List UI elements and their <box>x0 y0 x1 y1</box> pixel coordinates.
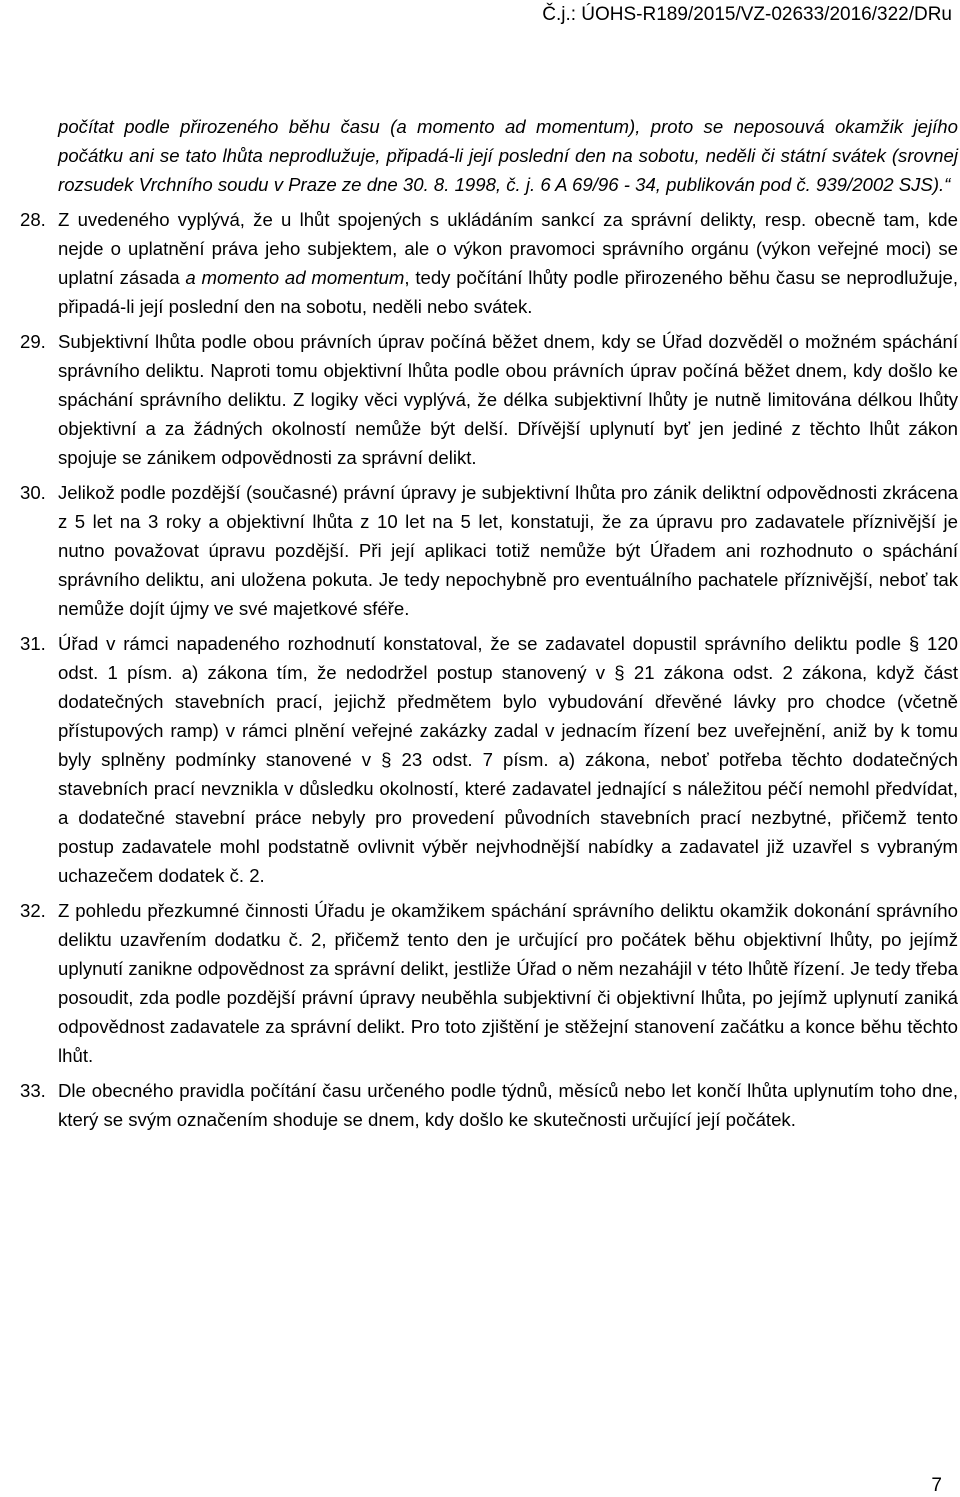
paragraph-number: 30. <box>20 482 46 503</box>
paragraph-number: 32. <box>20 900 46 921</box>
latin-phrase: a momento ad momentum <box>185 267 405 288</box>
paragraph-text: Subjektivní lhůta podle obou právních úprav počíná běžet dnem, kdy se Úřad dozvěděl o možném spáchání správního deliktu. Naproti tomu objektivní lhůta podle obou právních úprav počíná běžet dnem, kdy došlo ke spáchání správního deliktu. Z logiky věci vyplývá, že délka subjektivní lhůty je nutně limitována délkou lhůty objektivní a za žádných okolností nemůže být delší. Dřívější uplynutí byť jen jediné z těchto lhůt zákon spojuje se zánikem odpovědnosti za správní delikt. <box>58 331 958 468</box>
document-body <box>20 112 958 1134</box>
paragraph-number: 31. <box>20 633 46 654</box>
paragraph-32 <box>20 896 958 1070</box>
paragraph-text <box>58 205 958 321</box>
paragraph-33 <box>20 1076 958 1134</box>
paragraph-number: 33. <box>20 1080 46 1101</box>
document-reference: Č.j.: ÚOHS-R189/2015/VZ-02633/2016/322/DRu <box>542 4 952 25</box>
paragraph-text: Z pohledu přezkumné činnosti Úřadu je okamžikem spáchání správního deliktu okamžik dokonání správního deliktu uzavřením dodatku č. 2, přičemž tento den je určující pro počátek běhu objektivní lhůty, po jejímž uplynutí zanikne odpovědnost za správní delikt, jestliže Úřad o něm nezahájil v této lhůtě řízení. Je tedy třeba posoudit, zda podle pozdější právní úpravy neuběhla subjektivní či objektivní lhůta, po jejímž uplynutí zaniká odpovědnost zadavatele za správní delikt. Pro toto zjištění je stěžejní stanovení začátku a konce běhu těchto lhůt. <box>58 900 958 1066</box>
paragraph-text: Jelikož podle pozdější (současné) právní úpravy je subjektivní lhůta pro zánik deliktní odpovědnosti zkrácena z 5 let na 3 roky a objektivní lhůta z 10 let na 5 let, konstatuji, že za úpravu pro zadavatele příznivější je nutno považovat úpravu pozdější. Při její aplikaci totiž nemůže být Úřadem ani rozhodnuto o spáchání správního deliktu, ani uložena pokuta. Je tedy nepochybně pro eventuálního pachatele příznivější, neboť tak nemůže dojít újmy ve své majetkové sféře. <box>58 482 958 619</box>
paragraph-text: Dle obecného pravidla počítání času určeného podle týdnů, měsíců nebo let končí lhůta uplynutím toho dne, který se svým označením shoduje se dnem, kdy došlo ke skutečnosti určující její počátek. <box>58 1080 958 1130</box>
text-part: Z uvedeného vyplývá, že u lhůt spojených s ukládáním sankcí za správní delikty, resp. obecně tam, kde nejde o uplatnění práva jeho subjektem, ale o výkon pravomoci správního orgánu (výkon veřejné moci) se uplatní zásada <box>58 209 958 288</box>
text-part: , tedy počítání lhůty podle přirozeného běhu času se neprodlužuje, připadá-li její poslední den na sobotu, neděli nebo svátek. <box>58 267 958 317</box>
paragraph-29 <box>20 327 958 472</box>
paragraph-31 <box>20 629 958 890</box>
paragraph-28 <box>20 205 958 321</box>
paragraph-text: Úřad v rámci napadeného rozhodnutí konstatoval, že se zadavatel dopustil správního deliktu podle § 120 odst. 1 písm. a) zákona tím, že nedodržel postup stanovený v § 21 zákona odst. 2 zákona, když část dodatečných stavebních prací, jejichž předmětem bylo vybudování dřevěné lávky pro chodce (včetně přístupových ramp) v rámci plnění veřejné zakázky zadal v jednacím řízení bez uveřejnění, aniž by k tomu byly splněny podmínky stanovené v § 23 odst. 7 písm. a) zákona, neboť potřeba těchto dodatečných stavebních prací nevznikla v důsledku okolností, které zadavatel jednající s náležitou péčí nemohl předvídat, a dodatečné stavební práce nebyly pro provedení původních stavebních prací nezbytné, přičemž tento postup zadavatele mohl podstatně ovlivnit výběr nejvhodnější nabídky a zadavatel již uzavřel s vybraným uchazečem dodatek č. 2. <box>58 633 958 886</box>
paragraph-number: 29. <box>20 331 46 352</box>
paragraph-number: 28. <box>20 209 46 230</box>
quoted-text: počítat podle přirozeného běhu času (a momento ad momentum), proto se neposouvá okamžik jejího počátku ani se tato lhůta neprodlužuje, připadá-li její poslední den na sobotu, neděli či státní svátek (srovnej rozsudek Vrchního soudu v Praze ze dne 30. 8. 1998, č. j. 6 A 69/96 - 34, publikován pod č. 939/2002 SJS).“ <box>58 116 958 195</box>
paragraph-30 <box>20 478 958 623</box>
page-number: 7 <box>931 1475 942 1496</box>
